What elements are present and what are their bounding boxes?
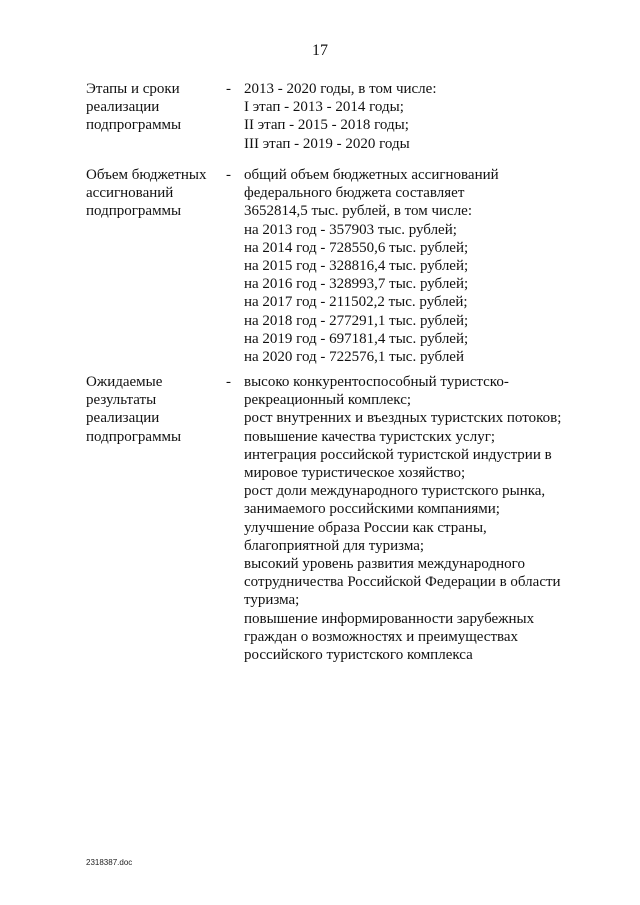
page-number: 17 <box>312 42 328 59</box>
section-content <box>244 166 584 366</box>
content-line: рост внутренних и въездных туристских потоков; <box>244 410 562 427</box>
content-line: на 2020 год - 722576,1 тыс. рублей <box>244 349 464 366</box>
content-line: на 2018 год - 277291,1 тыс. рублей; <box>244 312 469 329</box>
content-line: улучшение образа России как страны, <box>244 519 487 536</box>
section-label <box>86 80 216 135</box>
content-line: на 2017 год - 211502,2 тыс. рублей; <box>244 294 468 311</box>
content-line: высокий уровень развития международного <box>244 556 525 573</box>
content-line: сотрудничества Российской Федерации в области <box>244 574 561 591</box>
content-line: занимаемого российскими компаниями; <box>244 501 500 518</box>
dash-separator: - <box>226 167 231 183</box>
content-line: интеграция российской туристской индустрии в <box>244 446 552 463</box>
label-line: подпрограммы <box>86 428 182 445</box>
label-line: результаты <box>86 392 157 409</box>
section-label <box>86 166 216 221</box>
content-line: российского туристского комплекса <box>244 647 473 664</box>
content-line: на 2014 год - 728550,6 тыс. рублей; <box>244 239 469 256</box>
section-label <box>86 373 216 446</box>
label-line: подпрограммы <box>86 203 182 220</box>
content-line: граждан о возможностях и преимуществах <box>244 628 519 645</box>
label-line: реализации <box>86 410 160 427</box>
label-line: Этапы и сроки <box>86 81 180 97</box>
content-line: I этап - 2013 - 2014 годы; <box>244 99 404 116</box>
section-content <box>244 373 584 664</box>
label-line: ассигнований <box>86 185 174 202</box>
document-code: 2318387.doc <box>86 858 133 867</box>
content-line: на 2019 год - 697181,4 тыс. рублей; <box>244 330 469 347</box>
dash-separator: - <box>226 374 231 390</box>
content-line: III этап - 2019 - 2020 годы <box>244 135 410 152</box>
label-line: подпрограммы <box>86 117 182 134</box>
content-line: на 2013 год - 357903 тыс. рублей; <box>244 221 457 238</box>
label-line: реализации <box>86 99 160 116</box>
content-line: на 2016 год - 328993,7 тыс. рублей; <box>244 276 469 293</box>
content-line: общий объем бюджетных ассигнований <box>244 167 499 183</box>
content-line: федерального бюджета составляет <box>244 185 465 202</box>
label-line: Ожидаемые <box>86 374 163 390</box>
content-line: 3652814,5 тыс. рублей, в том числе: <box>244 203 473 220</box>
content-line: благоприятной для туризма; <box>244 537 425 554</box>
content-line: 2013 - 2020 годы, в том числе: <box>244 81 437 97</box>
content-line: повышение качества туристских услуг; <box>244 428 496 445</box>
content-line: рекреационный комплекс; <box>244 392 412 409</box>
section-content <box>244 80 584 153</box>
label-line: Объем бюджетных <box>86 167 207 183</box>
content-line: мировое туристическое хозяйство; <box>244 465 466 482</box>
content-line: повышение информированности зарубежных <box>244 610 535 627</box>
content-line: II этап - 2015 - 2018 годы; <box>244 117 409 134</box>
content-line: высоко конкурентоспособный туристско- <box>244 374 509 390</box>
dash-separator: - <box>226 81 231 97</box>
content-line: рост доли международного туристского рынка, <box>244 483 546 500</box>
content-line: на 2015 год - 328816,4 тыс. рублей; <box>244 258 469 275</box>
content-line: туризма; <box>244 592 300 609</box>
